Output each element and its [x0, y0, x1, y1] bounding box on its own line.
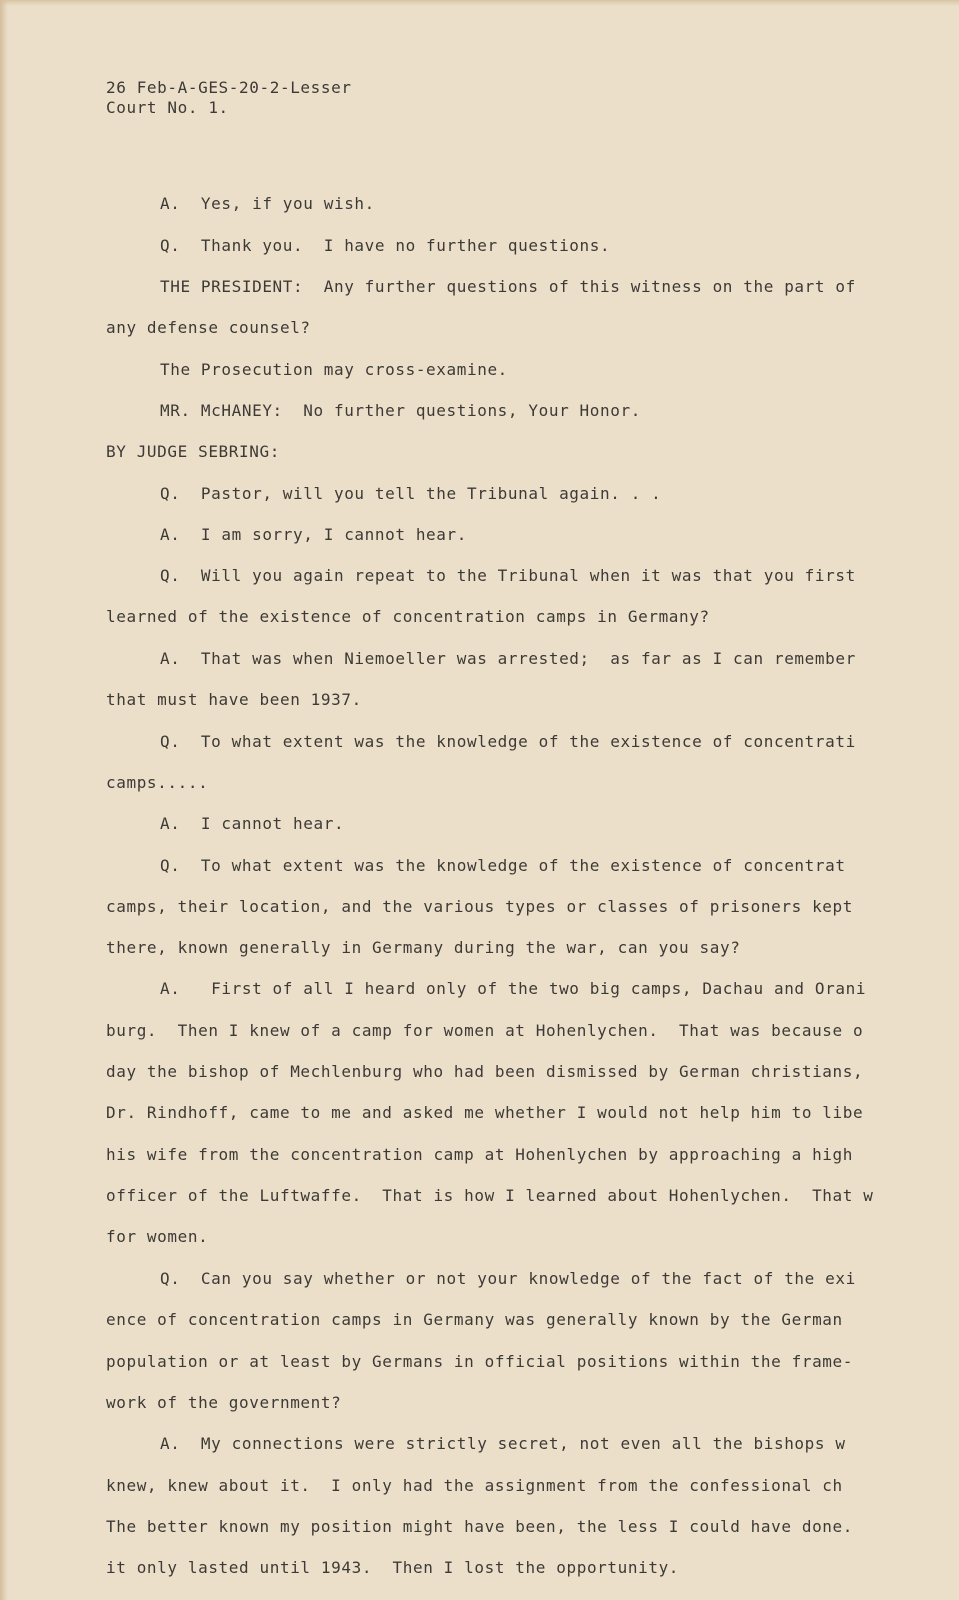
page-edge-top — [0, 0, 959, 6]
transcript-line: any defense counsel? — [106, 318, 311, 337]
transcript-line: population or at least by Germans in official positions within the frame- — [106, 1352, 853, 1371]
transcript-line: The better known my position might have been, the less I could have done. — [106, 1517, 853, 1536]
transcript-line: ence of concentration camps in Germany was generally known by the German — [106, 1310, 843, 1329]
transcript-line: A. I cannot hear. — [160, 814, 345, 833]
transcript-line: camps..... — [106, 773, 209, 792]
transcript-line: it only lasted until 1943. Then I lost the opportunity. — [106, 1558, 680, 1577]
transcript-line: knew, knew about it. I only had the assignment from the confessional ch — [106, 1476, 843, 1495]
transcript-line: that must have been 1937. — [106, 690, 362, 709]
transcript-line: work of the government? — [106, 1393, 342, 1412]
transcript-line: Q. To what extent was the knowledge of the existence of concentrati — [160, 732, 856, 751]
transcript-line: A. That was when Niemoeller was arrested; as far as I can remember — [160, 649, 856, 668]
transcript-line: A. Yes, if you wish. — [160, 194, 375, 213]
transcript-line: learned of the existence of concentration camps in Germany? — [106, 607, 710, 626]
transcript-line: for women. — [106, 1227, 209, 1246]
transcript-line: Q. Can you say whether or not your knowledge of the fact of the exi — [160, 1269, 856, 1288]
transcript-line: camps, their location, and the various types or classes of prisoners kept — [106, 897, 853, 916]
transcript-line: A. My connections were strictly secret, not even all the bishops w — [160, 1434, 846, 1453]
transcript-line: MR. McHANEY: No further questions, Your Honor. — [160, 401, 641, 420]
transcript-line: day the bishop of Mechlenburg who had been dismissed by German christians, — [106, 1062, 864, 1081]
transcript-line: Q. Pastor, will you tell the Tribunal again. . . — [160, 484, 662, 503]
transcript-line: his wife from the concentration camp at Hohenlychen by approaching a high — [106, 1145, 853, 1164]
transcript-line: Dr. Rindhoff, came to me and asked me whether I would not help him to libe — [106, 1103, 864, 1122]
transcript-line: THE PRESIDENT: Any further questions of this witness on the part of — [160, 277, 856, 296]
transcript-line: Q. Will you again repeat to the Tribunal when it was that you first — [160, 566, 856, 585]
transcript-line: A. First of all I heard only of the two big camps, Dachau and Orani — [160, 979, 867, 998]
transcript-line: Q. To what extent was the knowledge of the existence of concentrat — [160, 856, 846, 875]
transcript-line: there, known generally in Germany during the war, can you say? — [106, 938, 741, 957]
page-edge-left — [0, 0, 8, 1600]
transcript-line: burg. Then I knew of a camp for women at Hohenlychen. That was because o — [106, 1021, 864, 1040]
header-docket-line: 26 Feb-A-GES-20-2-Lesser — [106, 78, 352, 97]
transcript-line: A. I am sorry, I cannot hear. — [160, 525, 467, 544]
transcript-line: officer of the Luftwaffe. That is how I learned about Hohenlychen. That w — [106, 1186, 874, 1205]
transcript-line: The Prosecution may cross-examine. — [160, 360, 508, 379]
header-court-line: Court No. 1. — [106, 98, 229, 117]
transcript-line: Q. Thank you. I have no further questions. — [160, 236, 611, 255]
speaker-heading: BY JUDGE SEBRING: — [106, 442, 280, 461]
